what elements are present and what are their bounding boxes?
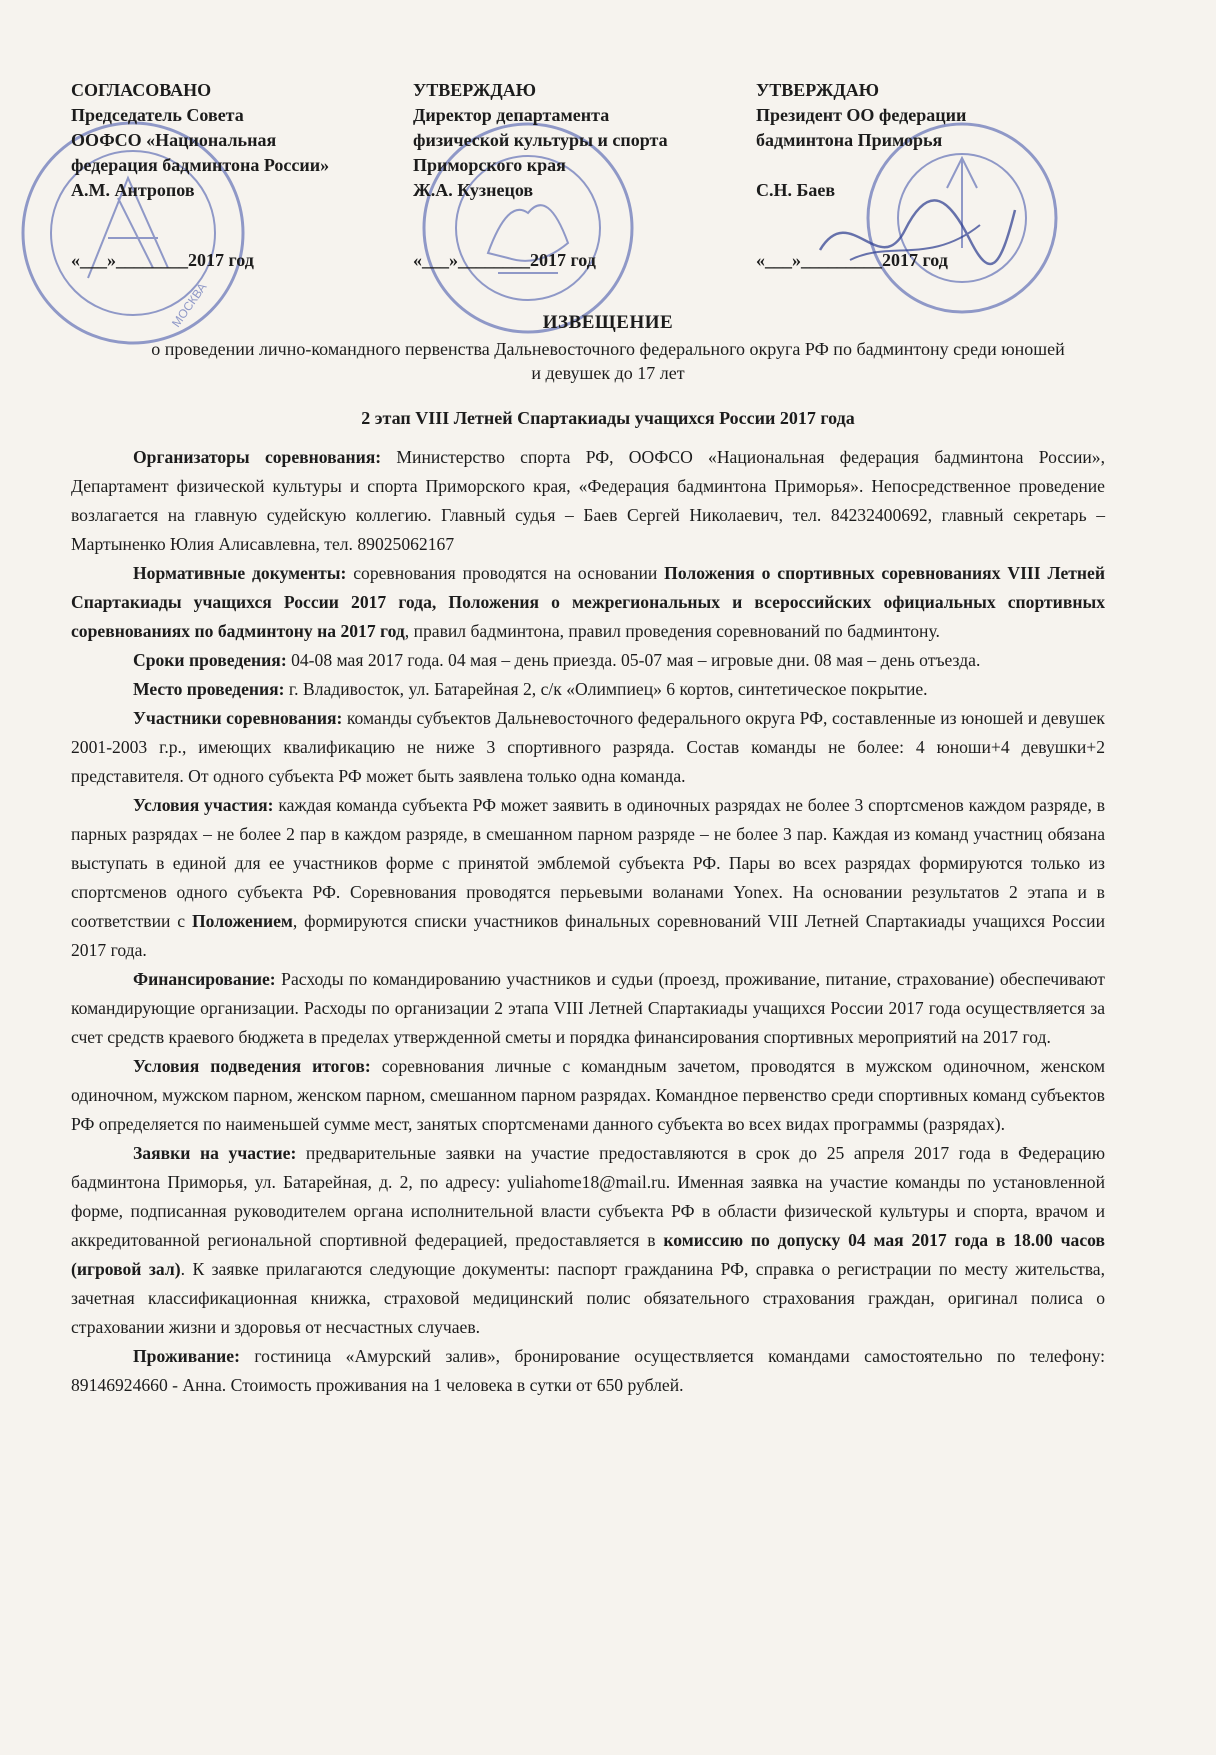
results-text: соревнования личные с командным зачетом, проводятся в мужском одиночном, женском одиночном, мужском парном, женском парном, смешанном парном разрядах. Командное первенство среди спортивных команд субъектов РФ определяется по наименьшей сумме мест, занятых спортсменами данного субъекта во всех видах программы (разрядах).	[71, 1056, 1106, 1134]
approval-block-department	[413, 78, 668, 270]
paragraph-documents	[71, 559, 1105, 646]
conditions-text-tail: , формируются списки участников финальных соревнований VIII Летней Спартакиады учащихся России 2017 года.	[71, 911, 1105, 960]
documents-text: соревнования проводятся на основании	[346, 563, 665, 583]
paragraph-lodging	[71, 1342, 1105, 1400]
approval-line: ООФСО «Национальная	[71, 130, 277, 150]
venue-label: Место проведения:	[133, 679, 285, 699]
conditions-text: каждая команда субъекта РФ может заявить в одиночных разрядах не более 3 спортсменов каждом разряде, в парных разрядах – не более 2 пар в каждом разряде, в смешанном парном разряде – не более 3 пар. Каждая из команд участниц обязана выступать в единой для ее участников форме с принятой эмблемой субъекта РФ. Пары во всех разрядах формируются только из спортсменов одного субъекта РФ. Соревнования проводятся перьевыми воланами Yonex. На основании результатов 2 этапа и в соответствии с	[71, 795, 1106, 931]
approval-date: «___»________2017 год	[413, 250, 596, 270]
approval-line: Приморского края	[413, 155, 566, 175]
seal-city-text: МОСКВА	[168, 280, 210, 330]
approval-line: физической культуры и спорта	[413, 130, 668, 150]
finance-label: Финансирование:	[133, 969, 276, 989]
lodging-label: Проживание:	[133, 1346, 240, 1366]
document-stage-heading: 2 этап VIII Летней Спартакиады учащихся России 2017 года	[361, 408, 855, 428]
paragraph-conditions	[71, 791, 1105, 965]
finance-text: Расходы по командированию участников и судьи (проезд, проживание, питание, страхование) обеспечивают командирующие организации. Расходы по организации 2 этапа VIII Летней Спартакиады учащихся России 2017 года осуществляется за счет средств краевого бюджета в пределах утвержденной сметы и порядка финансирования спортивных мероприятий на 2017 год.	[71, 969, 1105, 1047]
approval-signatory: С.Н. Баев	[756, 180, 836, 200]
approval-heading: УТВЕРЖДАЮ	[413, 80, 537, 100]
document-subtitle: о проведении лично-командного первенства Дальневосточного федерального округа РФ по бадминтону среди юношей и девушек до 17 лет	[151, 339, 1065, 383]
paragraph-results	[71, 1052, 1105, 1139]
document-body	[71, 443, 1105, 1400]
dates-text: 04-08 мая 2017 года. 04 мая – день приезда. 05-07 мая – игровые дни. 08 мая – день отъезда.	[286, 650, 981, 670]
organizers-text: Министерство спорта РФ, ООФСО «Национальная федерация бадминтона России», Департамент физической культуры и спорта Приморского края, «Федерация бадминтона Приморья». Непосредственное проведение возлагается на главную судейскую коллегию. Главный судья – Баев Сергей Николаевич, тел. 84232400692, главный секретарь – Мартыненко Юлия Алисавлевна, тел. 89025062167	[71, 447, 1106, 554]
paragraph-finance	[71, 965, 1105, 1052]
documents-bold-text: Положения о спортивных соревнованиях VIII Летней Спартакиады учащихся России 2017 года, Положения о межрегиональных и всероссийских официальных спортивных соревнованиях по бадминтону на 2017 год	[71, 563, 1105, 641]
paragraph-participants	[71, 704, 1105, 791]
approval-date: «___»________2017 год	[71, 250, 254, 270]
conditions-bold-text: Положением	[192, 911, 293, 931]
paragraph-venue	[71, 675, 1105, 704]
approval-signatory: Ж.А. Кузнецов	[413, 180, 534, 200]
approval-line: бадминтона Приморья	[756, 130, 943, 150]
applications-text: предварительные заявки на участие предоставляются в срок до 25 апреля 2017 года в Федерацию бадминтона Приморья, ул. Батарейная, д. 2, по адресу: yuliahome18@mail.ru. Именная заявка на участие команды по установленной форме, подписанная руководителем органа исполнительной власти субъекта РФ в области физической культуры и спорта, врачом и аккредитованной региональной спортивной федерацией, предоставляется в	[71, 1143, 1105, 1250]
approval-date: «___»_________2017 год	[756, 250, 948, 270]
conditions-label: Условия участия:	[133, 795, 274, 815]
approval-signatory: А.М. Антропов	[71, 180, 195, 200]
documents-text-tail: , правил бадминтона, правил проведения соревнований по бадминтону.	[404, 621, 940, 641]
documents-label: Нормативные документы:	[133, 563, 347, 583]
paragraph-dates	[71, 646, 1105, 675]
document-title: ИЗВЕЩЕНИЕ	[542, 312, 674, 333]
paragraph-organizers	[71, 443, 1105, 559]
approval-block-agreed	[71, 78, 330, 270]
lodging-text: гостиница «Амурский залив», бронирование осуществляется командами самостоятельно по телефону: 89146924660 - Анна. Стоимость проживания на 1 человека в сутки от 650 рублей.	[71, 1346, 1105, 1395]
participants-label: Участники соревнования:	[133, 708, 343, 728]
participants-text: команды субъектов Дальневосточного федерального округа РФ, составленные из юношей и девушек 2001-2003 г.р., имеющих квалификацию не ниже 3 спортивного разряда. Состав команды не более: 4 юноши+4 девушки+2 представителя. От одного субъекта РФ может быть заявлена только одна команда.	[71, 708, 1105, 786]
dates-label: Сроки проведения:	[133, 650, 287, 670]
paragraph-applications	[71, 1139, 1105, 1342]
approval-line: федерация бадминтона России»	[71, 155, 330, 175]
applications-text-tail: . К заявке прилагаются следующие документы: паспорт гражданина РФ, справка о регистрации по месту жительства, зачетная классификационная книжка, страховой медицинский полис обязательного страхования граждан, оригинал полиса о страховании жизни и здоровья от несчастных случаев.	[71, 1259, 1106, 1337]
organizers-label: Организаторы соревнования:	[133, 447, 382, 467]
applications-label: Заявки на участие:	[133, 1143, 297, 1163]
approval-block-federation	[756, 78, 967, 270]
approval-heading: УТВЕРЖДАЮ	[756, 80, 880, 100]
approval-line: Президент ОО федерации	[756, 105, 967, 125]
approval-heading: СОГЛАСОВАНО	[71, 80, 212, 100]
approval-blank-line	[756, 153, 966, 178]
approval-line: Директор департамента	[413, 105, 610, 125]
approval-line: Председатель Совета	[71, 105, 244, 125]
venue-text: г. Владивосток, ул. Батарейная 2, с/к «Олимпиец» 6 кортов, синтетическое покрытие.	[284, 679, 928, 699]
applications-bold-text: комиссию по допуску 04 мая 2017 года в 18.00 часов (игровой зал)	[71, 1230, 1105, 1279]
results-label: Условия подведения итогов:	[133, 1056, 371, 1076]
